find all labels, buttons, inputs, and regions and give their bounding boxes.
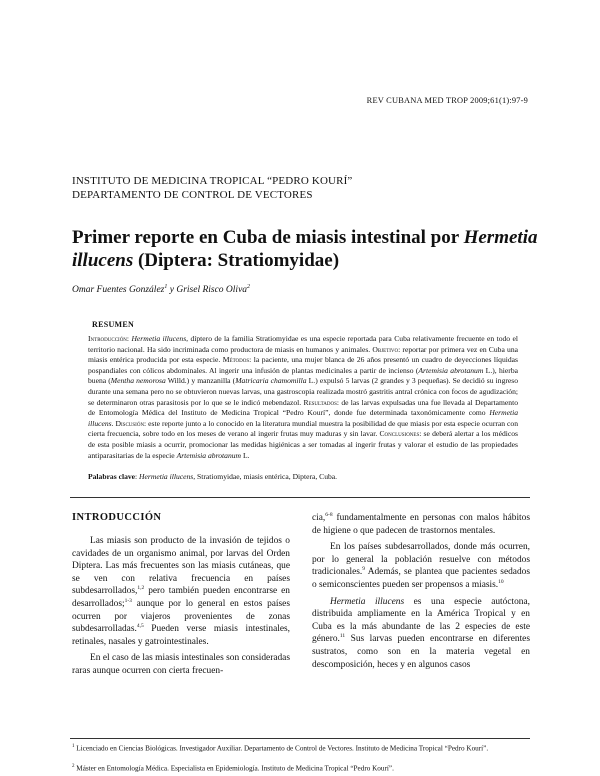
paragraph-text: Las miasis son producto de la invasión de tejidos o cavidades de un organismo animal, por larvas del Orden Diptera. Las más frecuentes son las miasis cutáneas, que se ven con relativa frecuencia en países subdesarrollados, (72, 536, 290, 597)
paragraph-text: cia, (312, 513, 326, 523)
paragraph-text: pero también pueden encontrarse en desarrollados; (72, 586, 290, 609)
keywords-line (88, 472, 518, 482)
abstract-part: reportar por primera vez en Cuba una miasis entérica producida por esta especie. (88, 344, 518, 365)
abstract-species: Artemisia abrotanum (176, 450, 242, 460)
keywords-rest: , Stratiomyidae, miasis entérica, Diptera, Cuba. (193, 472, 338, 481)
author-separator: y (167, 285, 177, 296)
section-heading-introduccion: INTRODUCCIÓN (72, 512, 162, 523)
keywords-label: Palabras clave (88, 472, 136, 481)
paragraph-text: es una especie autóctona, distribuida ampliamente en la América Tropical y en Cuba es la más abundante de las 2 especies de este género. (312, 596, 530, 645)
title-text-end: (Diptera: Stratiomyidae) (133, 250, 340, 271)
paragraph-text: Pueden verse miasis intestinales, retinales, nasales y gatrointestinales. (72, 624, 290, 647)
paragraph-text: aunque por lo general en estos países ocurren por viajeros provenientes de zonas subdesarrolladas. (72, 598, 290, 635)
title-text: Primer reporte en Cuba de miasis intestinal por (72, 227, 464, 248)
author-1: Omar Fuentes González (72, 285, 165, 296)
author-1-affil: 1 (164, 284, 168, 290)
footnote-divider (70, 738, 530, 739)
department-name: DEPARTAMENTO DE CONTROL DE VECTORES (72, 189, 313, 201)
footnote-text: Máster en Entomología Médica. Especialista en Epidemiología. Instituto de Medicina Tropical “Pedro Kourí”. (74, 764, 394, 773)
abstract-label: Discusión: (115, 418, 147, 428)
author-2: Grisel Risco Oliva (176, 285, 248, 296)
abstract-species: Mentha nemorosa (110, 376, 166, 386)
citation: 9 (362, 566, 365, 573)
abstract-species: Hermetia illucens (88, 408, 518, 428)
citation: 6-8 (325, 511, 333, 518)
abstract-part: este reporte junto a lo conocido en la literatura mundial muestra la posibilidad de que miasis por esta especie ocurran con cierta frecuencia, sobre todo en los meses de verano al ingerir frutas muy maduras y sin lavar. (88, 418, 518, 439)
abstract-label: Métodos: (222, 355, 252, 365)
keyword-species: Hermetia illucens (139, 472, 194, 481)
abstract-heading: RESUMEN (92, 320, 135, 329)
citation: 1-3 (124, 597, 132, 604)
abstract-text (88, 334, 518, 461)
body-column-left (72, 506, 290, 682)
abstract-species: Matricaria chamomilla (235, 376, 307, 386)
footnote-number: 1 (72, 744, 75, 749)
keywords-colon: : (135, 472, 140, 481)
body-paragraph: En el caso de las miasis intestinales son consideradas raras aunque ocurren con cierta frecuen- (72, 653, 290, 676)
abstract-label: Objetivo: (372, 344, 401, 354)
abstract-label: Introducción: (88, 334, 130, 343)
abstract-label: Conclusiones: (379, 429, 422, 439)
title-species: Hermetia illucens (72, 227, 538, 271)
citation: 10 (498, 578, 504, 585)
abstract-part: L.) expulsó 5 larvas (2 grandes y 3 pequeñas). Se decidió su ingreso durante una semana pero no se obtuvieron nuevas larvas, una gastroscopia realizada mostró gastritis antral crónica con focos de agudización; se determinaron otras parasitosis por lo que se le indicó mebendazol. (88, 376, 519, 407)
footnote-text: Licenciado en Ciencias Biológicas. Investigador Auxiliar. Departamento de Control de Vectores. Instituto de Medicina Tropical “Pedro Kourí”. (74, 744, 489, 753)
body-paragraph (312, 512, 530, 537)
abstract-part: la paciente, una mujer blanca de 26 años presentó un cuadro de deyecciones líquidas pospandiales con cólicos abdominales. Al ingerir una infusión de plantas medicinales a partir de incienso ( (88, 355, 518, 375)
citation: 4,5 (136, 623, 144, 630)
abstract-species: Artemisia abrotanum (418, 365, 484, 375)
body-paragraph (312, 541, 530, 591)
institution-block (72, 174, 352, 202)
paragraph-text: Sus larvas pueden encontrarse en diferentes sustratos, como son en la materia vegetal en descomposición, heces y en algunos casos (312, 634, 530, 670)
body-paragraph (72, 535, 290, 648)
institution-name: INSTITUTO DE MEDICINA TROPICAL “PEDRO KOURÍ” (72, 175, 353, 187)
abstract-part: , díptero de la familia Stratiomyidae es una especie reportada para Cuba relativamente frecuente en todo el territorio nacional. Ha sido incriminada como productora de miasis en humanos y animales. (88, 334, 518, 354)
abstract-species: Hermetia illucens (131, 334, 187, 343)
paragraph-text: Además, se plantea que pacientes sedados o semiconscientes pueden ser propensos a miasis. (312, 567, 530, 590)
article-title (72, 226, 542, 272)
footnote-1 (72, 742, 530, 754)
journal-citation: REV CUBANA MED TROP 2009;61(1):97-9 (366, 96, 528, 105)
body-column-right (312, 512, 530, 675)
abstract-part: L. (241, 450, 250, 460)
paragraph-text: fundamentalmente en personas con malos hábitos de higiene o que padecen de trastornos mentales. (312, 513, 530, 536)
citation: 1,2 (137, 585, 145, 592)
abstract-part: de las larvas expulsadas una fue llevada al Departamento de Entomología Médica del Instituto de Medicina Tropical “Pedro Kourí”, donde fue determinada taxonómicamente como (88, 397, 518, 418)
author-2-affil: 2 (247, 284, 251, 290)
abstract-part: . (111, 418, 114, 428)
abstract-part: L.), hierba buena ( (88, 365, 518, 386)
authors-line (72, 284, 250, 295)
citation: 11 (339, 633, 346, 640)
body-paragraph (312, 596, 530, 672)
species-name: Hermetia illucens (330, 596, 405, 607)
footnote-number: 2 (72, 764, 75, 769)
abstract-part: se deberá alertar a los médicos de esta posible miasis a ocurrir, promocionar las medidas higiénicas a ser tomadas al ingerir frutas y valorar el estudio de las propiedades antiparasitarias de la especie (88, 429, 518, 460)
abstract-part: Willd.) y manzanilla ( (165, 376, 236, 386)
footnote-2 (72, 762, 530, 774)
abstract-label: Resultados: (303, 397, 339, 407)
paragraph-text: En los países subdesarrollados, donde más ocurren, por lo general la población resuelve con métodos tradicionales. (312, 542, 530, 578)
section-divider (70, 497, 530, 498)
